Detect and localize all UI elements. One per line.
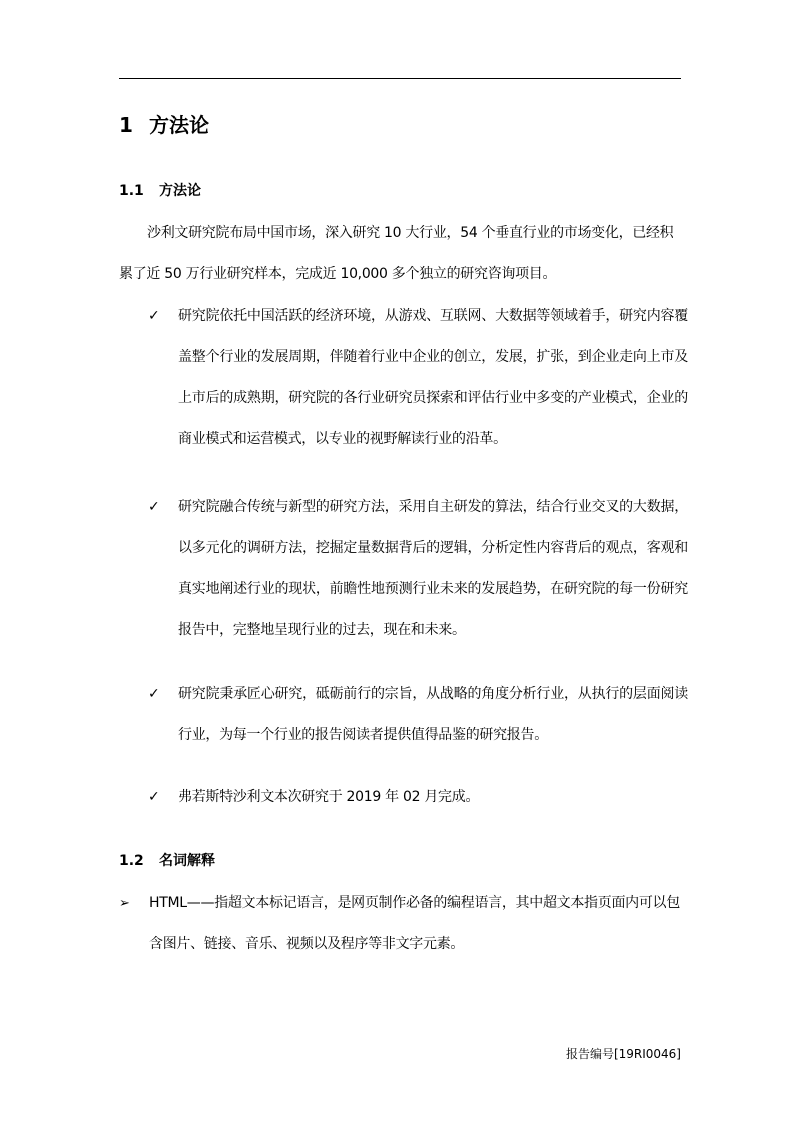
check-icon: ✓ [148,789,160,805]
header-rule [119,78,681,79]
list-item-text: HTML——指超文本标记语言，是网页制作必备的编程语言，其中超文本指页面内可以包含图片、链接、音乐、视频以及程序等非文字元素。 [149,895,680,952]
list-item-text: 弗若斯特沙利文本次研究于 2019 年 02 月完成。 [178,789,480,805]
list-item [148,777,688,818]
list-item [148,296,688,460]
check-icon: ✓ [148,499,160,515]
list-item-text: 研究院融合传统与新型的研究方法，采用自主研发的算法，结合行业交叉的大数据，以多元化的调研方法，挖掘定量数据背后的逻辑，分析定性内容背后的观点，客观和真实地阐述行业的现状，前瞻性地预测行业未来的发展趋势，在研究院的每一份研究报告中，完整地呈现行业的过去，现在和未来。 [178,499,688,638]
check-icon: ✓ [148,686,160,702]
list-item-text: 研究院依托中国活跃的经济环境，从游戏、互联网、大数据等领域着手，研究内容覆盖整个行业的发展周期，伴随着行业中企业的创立，发展，扩张，到企业走向上市及上市后的成熟期，研究院的各行业研究员探索和评估行业中多变的产业模式，企业的商业模式和运营模式，以专业的视野解读行业的沿革。 [178,308,688,447]
section-1-heading [119,111,209,139]
report-number: 报告编号[19RI0046] [565,1047,681,1061]
section-1-1-heading [119,181,201,201]
section-1-number: 1 [119,113,133,137]
list-item [148,674,688,756]
section-1-title: 方法论 [149,113,209,137]
intro-paragraph: 沙利文研究院布局中国市场，深入研究 10 大行业，54 个垂直行业的市场变化，已经积累了近 50 万行业研究样本，完成近 10,000 多个独立的研究咨询项目。 [119,225,674,282]
list-item [148,487,688,651]
section-1-2-heading [119,851,215,871]
arrow-bullet-icon: ➢ [119,896,130,911]
section-1-1-number: 1.1 [119,183,144,199]
list-item [119,883,689,965]
section-1-2-number: 1.2 [119,853,144,869]
section-1-2-title: 名词解释 [159,853,215,869]
check-icon: ✓ [148,308,160,324]
list-item-text: 研究院秉承匠心研究，砥砺前行的宗旨，从战略的角度分析行业，从执行的层面阅读行业，为每一个行业的报告阅读者提供值得品鉴的研究报告。 [178,686,688,743]
section-1-1-title: 方法论 [159,183,201,199]
